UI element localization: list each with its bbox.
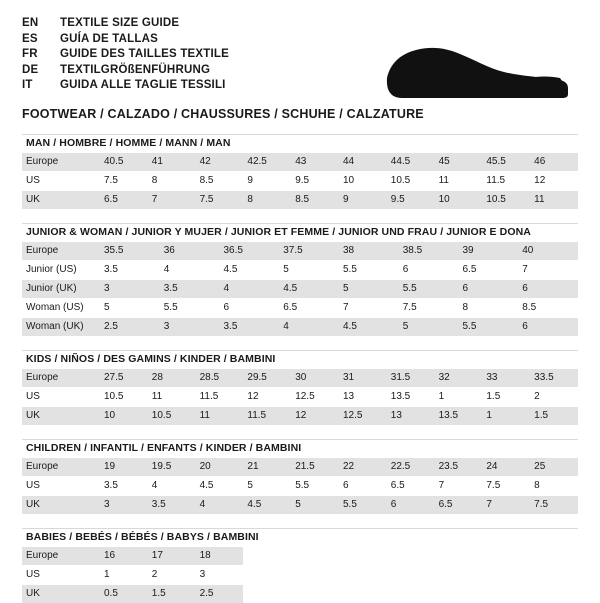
table-row bbox=[22, 153, 578, 172]
size-cell: 25 bbox=[530, 458, 578, 477]
size-cell: 6.5 bbox=[459, 261, 519, 280]
size-cell: 21.5 bbox=[291, 458, 339, 477]
size-cell: 8.5 bbox=[196, 172, 244, 191]
size-cell bbox=[530, 547, 578, 566]
size-table-title: JUNIOR & WOMAN / JUNIOR Y MUJER / JUNIOR ET FEMME / JUNIOR UND FRAU / JUNIOR E DONA bbox=[22, 223, 578, 241]
size-cell: 36 bbox=[160, 242, 220, 261]
row-label: UK bbox=[22, 407, 100, 426]
language-title: GUÍA DE TALLAS bbox=[60, 32, 158, 47]
size-cell bbox=[291, 585, 339, 603]
size-cell: 9.5 bbox=[387, 191, 435, 210]
size-cell: 30 bbox=[291, 369, 339, 388]
size-cell: 12.5 bbox=[339, 407, 387, 426]
size-cell bbox=[243, 547, 291, 566]
language-code: DE bbox=[22, 63, 60, 78]
size-cell: 17 bbox=[148, 547, 196, 566]
size-cell: 7 bbox=[518, 261, 578, 280]
table-row bbox=[22, 566, 578, 585]
size-cell: 8.5 bbox=[518, 299, 578, 318]
size-cell: 5 bbox=[279, 261, 339, 280]
size-cell: 6 bbox=[220, 299, 280, 318]
size-cell: 18 bbox=[196, 547, 244, 566]
size-cell: 10 bbox=[339, 172, 387, 191]
size-cell: 22 bbox=[339, 458, 387, 477]
size-cell: 1.5 bbox=[530, 407, 578, 426]
size-table bbox=[22, 152, 578, 209]
row-label: US bbox=[22, 566, 100, 585]
language-title: TEXTILGRÖßENFÜHRUNG bbox=[60, 63, 210, 78]
language-code: ES bbox=[22, 32, 60, 47]
row-label: US bbox=[22, 172, 100, 191]
size-cell: 28.5 bbox=[196, 369, 244, 388]
size-cell: 31 bbox=[339, 369, 387, 388]
size-cell: 8.5 bbox=[291, 191, 339, 210]
size-cell: 24 bbox=[482, 458, 530, 477]
table-row bbox=[22, 407, 578, 426]
size-cell: 6 bbox=[518, 318, 578, 337]
size-table-block bbox=[22, 350, 578, 425]
row-label: US bbox=[22, 477, 100, 496]
size-cell: 38.5 bbox=[399, 242, 459, 261]
size-table-title: BABIES / BEBÉS / BÉBÉS / BABYS / BAMBINI bbox=[22, 528, 578, 546]
table-row bbox=[22, 242, 578, 261]
size-cell: 20 bbox=[196, 458, 244, 477]
size-cell: 3.5 bbox=[100, 477, 148, 496]
page-header bbox=[22, 16, 578, 112]
size-cell: 6 bbox=[387, 496, 435, 515]
size-cell bbox=[339, 566, 387, 585]
table-row bbox=[22, 172, 578, 191]
size-cell: 6 bbox=[459, 280, 519, 299]
table-row bbox=[22, 369, 578, 388]
size-table-block bbox=[22, 223, 578, 336]
size-cell: 2 bbox=[530, 388, 578, 407]
table-row bbox=[22, 477, 578, 496]
size-cell: 3 bbox=[100, 280, 160, 299]
size-cell: 7.5 bbox=[196, 191, 244, 210]
size-cell: 10.5 bbox=[100, 388, 148, 407]
size-cell: 11 bbox=[196, 407, 244, 426]
size-cell: 12 bbox=[243, 388, 291, 407]
size-cell: 8 bbox=[243, 191, 291, 210]
size-cell bbox=[243, 585, 291, 603]
size-cell: 3.5 bbox=[160, 280, 220, 299]
size-cell: 45.5 bbox=[482, 153, 530, 172]
row-label: UK bbox=[22, 585, 100, 603]
size-cell bbox=[339, 585, 387, 603]
size-cell: 43 bbox=[291, 153, 339, 172]
size-cell: 3 bbox=[100, 496, 148, 515]
table-row bbox=[22, 547, 578, 566]
size-cell: 4 bbox=[279, 318, 339, 337]
size-cell: 7 bbox=[339, 299, 399, 318]
size-cell: 16 bbox=[100, 547, 148, 566]
size-cell: 1.5 bbox=[148, 585, 196, 603]
size-cell: 2.5 bbox=[196, 585, 244, 603]
size-cell: 22.5 bbox=[387, 458, 435, 477]
size-cell: 13.5 bbox=[387, 388, 435, 407]
size-cell: 12.5 bbox=[291, 388, 339, 407]
language-row bbox=[22, 16, 578, 31]
size-cell bbox=[482, 566, 530, 585]
size-cell: 8 bbox=[530, 477, 578, 496]
row-label: Junior (UK) bbox=[22, 280, 100, 299]
size-cell: 19 bbox=[100, 458, 148, 477]
size-cell bbox=[482, 585, 530, 603]
size-cell: 5 bbox=[243, 477, 291, 496]
size-table-title: CHILDREN / INFANTIL / ENFANTS / KINDER / BAMBINI bbox=[22, 439, 578, 457]
size-cell bbox=[291, 547, 339, 566]
size-cell: 6 bbox=[339, 477, 387, 496]
row-label: Europe bbox=[22, 458, 100, 477]
row-label: Woman (US) bbox=[22, 299, 100, 318]
size-cell: 1.5 bbox=[482, 388, 530, 407]
size-cell: 11.5 bbox=[243, 407, 291, 426]
size-cell: 7.5 bbox=[399, 299, 459, 318]
row-label: Europe bbox=[22, 369, 100, 388]
size-cell: 0.5 bbox=[100, 585, 148, 603]
size-cell: 41 bbox=[148, 153, 196, 172]
size-cell: 27.5 bbox=[100, 369, 148, 388]
language-title: GUIDA ALLE TAGLIE TESSILI bbox=[60, 78, 226, 93]
size-tables bbox=[22, 134, 578, 603]
language-code: IT bbox=[22, 78, 60, 93]
size-cell: 37.5 bbox=[279, 242, 339, 261]
size-cell: 23.5 bbox=[435, 458, 483, 477]
size-cell bbox=[291, 566, 339, 585]
size-cell: 8 bbox=[148, 172, 196, 191]
category-heading: FOOTWEAR / CALZADO / CHAUSSURES / SCHUHE / CALZATURE bbox=[22, 107, 578, 121]
size-cell: 9.5 bbox=[291, 172, 339, 191]
size-cell: 21 bbox=[243, 458, 291, 477]
size-cell: 35.5 bbox=[100, 242, 160, 261]
size-cell: 6.5 bbox=[387, 477, 435, 496]
size-table bbox=[22, 457, 578, 514]
size-cell: 5 bbox=[100, 299, 160, 318]
size-cell: 10.5 bbox=[148, 407, 196, 426]
size-cell: 3.5 bbox=[220, 318, 280, 337]
table-row bbox=[22, 496, 578, 515]
size-cell: 5.5 bbox=[459, 318, 519, 337]
size-cell: 6.5 bbox=[279, 299, 339, 318]
language-code: FR bbox=[22, 47, 60, 62]
size-cell: 28 bbox=[148, 369, 196, 388]
size-cell: 7 bbox=[148, 191, 196, 210]
size-cell bbox=[387, 566, 435, 585]
size-table bbox=[22, 368, 578, 425]
row-label: UK bbox=[22, 191, 100, 210]
size-cell: 5.5 bbox=[339, 261, 399, 280]
size-cell: 5 bbox=[339, 280, 399, 299]
size-table-block bbox=[22, 528, 578, 603]
size-cell: 32 bbox=[435, 369, 483, 388]
row-label: UK bbox=[22, 496, 100, 515]
size-table-title: MAN / HOMBRE / HOMME / MANN / MAN bbox=[22, 134, 578, 152]
size-cell bbox=[482, 547, 530, 566]
size-cell: 5.5 bbox=[291, 477, 339, 496]
size-table-block bbox=[22, 439, 578, 514]
size-cell: 11 bbox=[530, 191, 578, 210]
size-cell: 1 bbox=[435, 388, 483, 407]
size-cell: 2 bbox=[148, 566, 196, 585]
size-cell bbox=[530, 585, 578, 603]
size-cell: 40.5 bbox=[100, 153, 148, 172]
size-cell: 5.5 bbox=[399, 280, 459, 299]
size-cell: 1 bbox=[100, 566, 148, 585]
size-table bbox=[22, 241, 578, 336]
size-cell: 1 bbox=[482, 407, 530, 426]
row-label: Woman (UK) bbox=[22, 318, 100, 337]
table-row bbox=[22, 585, 578, 603]
size-cell bbox=[339, 547, 387, 566]
language-title: TEXTILE SIZE GUIDE bbox=[60, 16, 179, 31]
size-cell: 2.5 bbox=[100, 318, 160, 337]
size-cell: 5 bbox=[399, 318, 459, 337]
language-code: EN bbox=[22, 16, 60, 31]
size-cell: 4 bbox=[148, 477, 196, 496]
size-cell: 5.5 bbox=[339, 496, 387, 515]
size-cell: 13 bbox=[387, 407, 435, 426]
table-row bbox=[22, 261, 578, 280]
size-cell: 4.5 bbox=[339, 318, 399, 337]
size-cell: 11 bbox=[148, 388, 196, 407]
size-cell: 6 bbox=[518, 280, 578, 299]
size-cell bbox=[530, 566, 578, 585]
size-cell: 3.5 bbox=[148, 496, 196, 515]
size-cell: 7 bbox=[435, 477, 483, 496]
size-table bbox=[22, 546, 578, 603]
size-cell: 29.5 bbox=[243, 369, 291, 388]
size-cell: 9 bbox=[339, 191, 387, 210]
row-label: Europe bbox=[22, 242, 100, 261]
size-cell: 11.5 bbox=[196, 388, 244, 407]
size-cell: 7.5 bbox=[530, 496, 578, 515]
size-cell: 31.5 bbox=[387, 369, 435, 388]
size-cell: 4 bbox=[160, 261, 220, 280]
size-cell: 11.5 bbox=[482, 172, 530, 191]
size-cell: 8 bbox=[459, 299, 519, 318]
size-cell bbox=[387, 547, 435, 566]
size-cell: 36.5 bbox=[220, 242, 280, 261]
size-cell: 39 bbox=[459, 242, 519, 261]
size-cell: 7.5 bbox=[100, 172, 148, 191]
size-cell: 33.5 bbox=[530, 369, 578, 388]
size-cell bbox=[387, 585, 435, 603]
size-cell: 45 bbox=[435, 153, 483, 172]
size-cell: 7.5 bbox=[482, 477, 530, 496]
size-cell: 6.5 bbox=[435, 496, 483, 515]
size-cell: 4.5 bbox=[243, 496, 291, 515]
size-cell: 19.5 bbox=[148, 458, 196, 477]
size-cell: 3 bbox=[196, 566, 244, 585]
row-label: Junior (US) bbox=[22, 261, 100, 280]
size-cell: 38 bbox=[339, 242, 399, 261]
size-cell bbox=[435, 585, 483, 603]
size-cell: 12 bbox=[291, 407, 339, 426]
size-cell bbox=[435, 566, 483, 585]
size-table-block bbox=[22, 134, 578, 209]
size-cell: 4 bbox=[196, 496, 244, 515]
size-cell: 10 bbox=[100, 407, 148, 426]
size-cell: 13 bbox=[339, 388, 387, 407]
table-row bbox=[22, 318, 578, 337]
table-row bbox=[22, 388, 578, 407]
dress-shoe-icon bbox=[380, 34, 570, 104]
size-cell bbox=[243, 566, 291, 585]
language-title: GUIDE DES TAILLES TEXTILE bbox=[60, 47, 229, 62]
size-cell: 10 bbox=[435, 191, 483, 210]
size-cell: 7 bbox=[482, 496, 530, 515]
size-cell: 4.5 bbox=[196, 477, 244, 496]
size-cell: 33 bbox=[482, 369, 530, 388]
table-row bbox=[22, 458, 578, 477]
size-cell: 4.5 bbox=[220, 261, 280, 280]
size-cell: 3 bbox=[160, 318, 220, 337]
row-label: US bbox=[22, 388, 100, 407]
row-label: Europe bbox=[22, 547, 100, 566]
size-table-title: KIDS / NIÑOS / DES GAMINS / KINDER / BAMBINI bbox=[22, 350, 578, 368]
size-cell: 44 bbox=[339, 153, 387, 172]
size-cell: 10.5 bbox=[482, 191, 530, 210]
size-cell: 6.5 bbox=[100, 191, 148, 210]
size-cell: 12 bbox=[530, 172, 578, 191]
size-cell: 6 bbox=[399, 261, 459, 280]
size-cell: 5.5 bbox=[160, 299, 220, 318]
size-cell: 9 bbox=[243, 172, 291, 191]
size-cell: 3.5 bbox=[100, 261, 160, 280]
table-row bbox=[22, 280, 578, 299]
size-cell: 11 bbox=[435, 172, 483, 191]
table-row bbox=[22, 191, 578, 210]
size-cell: 10.5 bbox=[387, 172, 435, 191]
size-cell: 5 bbox=[291, 496, 339, 515]
size-cell: 4 bbox=[220, 280, 280, 299]
row-label: Europe bbox=[22, 153, 100, 172]
size-cell: 4.5 bbox=[279, 280, 339, 299]
size-cell: 44.5 bbox=[387, 153, 435, 172]
size-cell: 13.5 bbox=[435, 407, 483, 426]
table-row bbox=[22, 299, 578, 318]
size-cell: 46 bbox=[530, 153, 578, 172]
size-cell bbox=[435, 547, 483, 566]
size-cell: 40 bbox=[518, 242, 578, 261]
size-cell: 42.5 bbox=[243, 153, 291, 172]
size-cell: 42 bbox=[196, 153, 244, 172]
